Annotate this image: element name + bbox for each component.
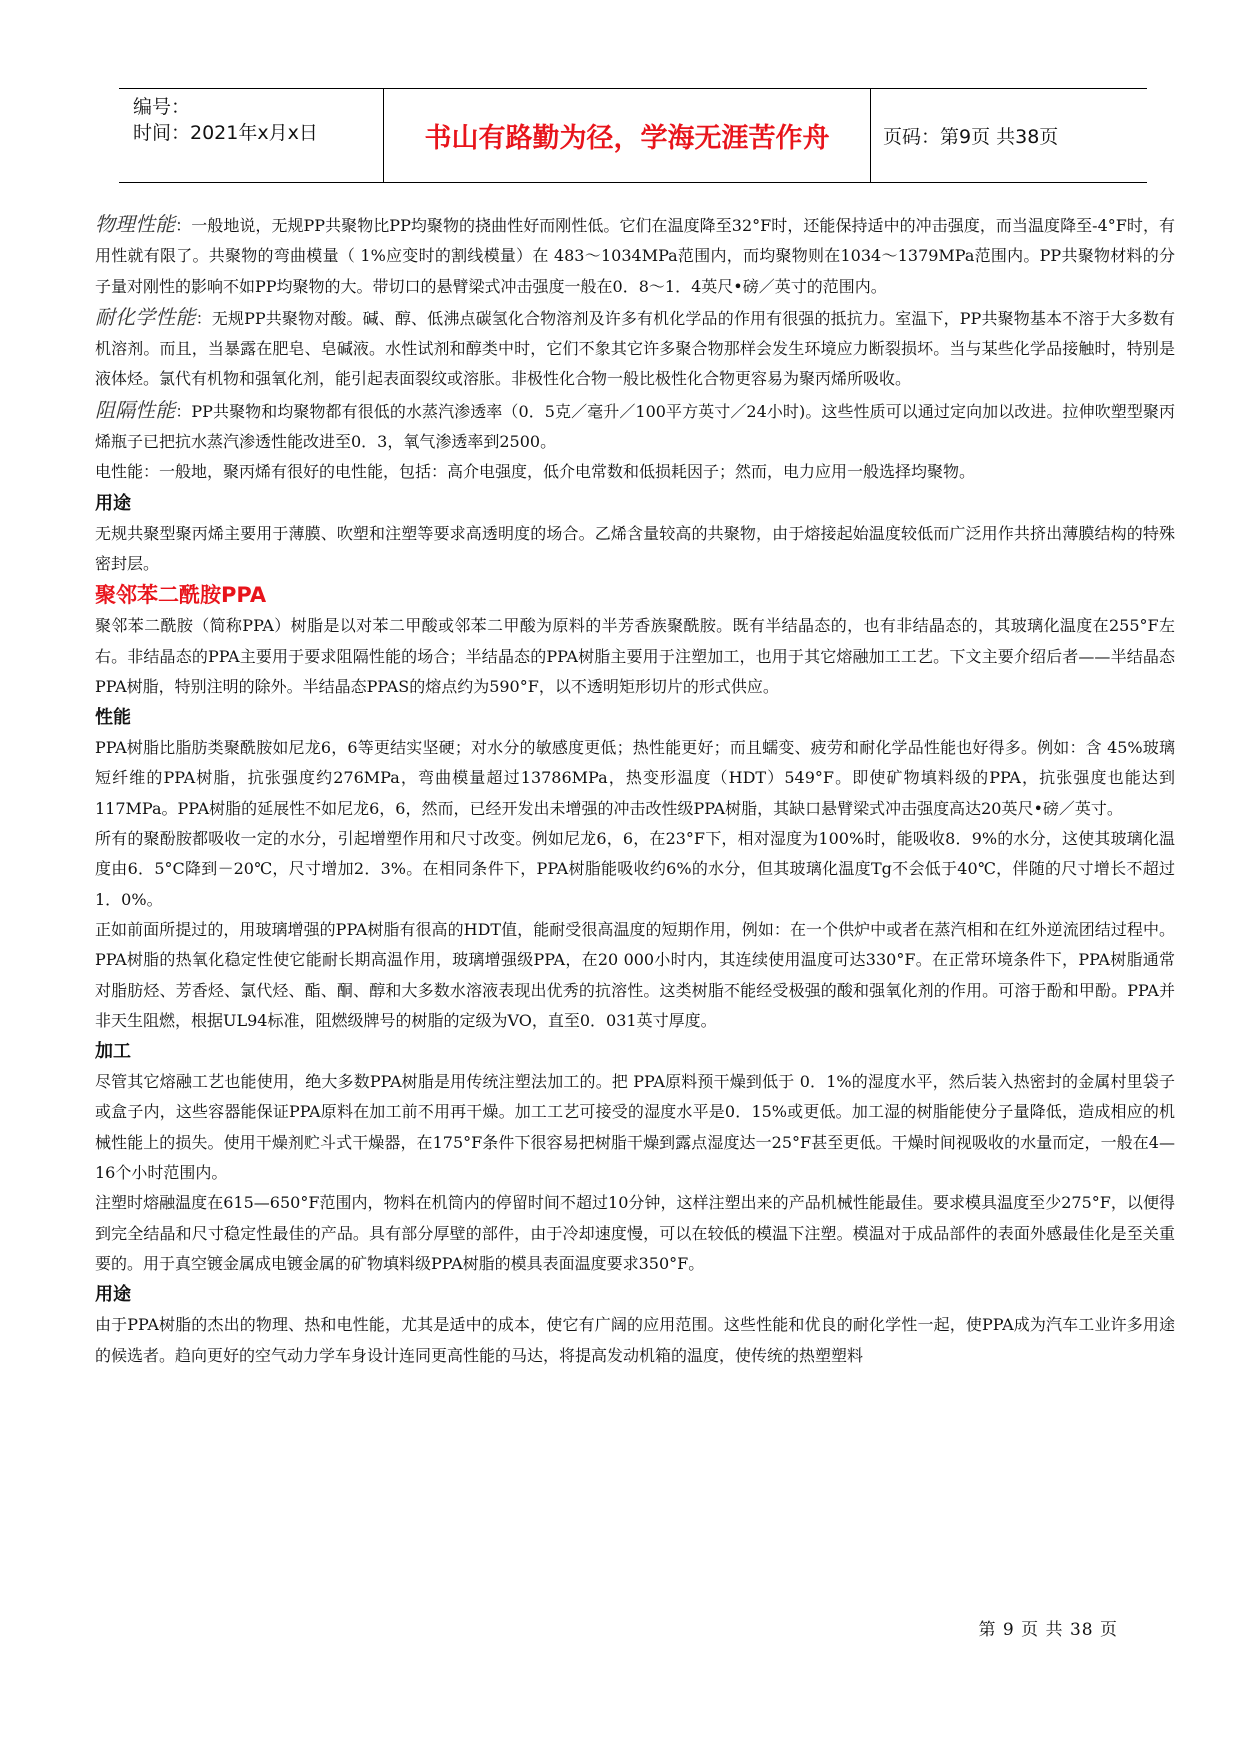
chemical-resistance-lead: 耐化学性能 (95, 304, 196, 329)
uses-heading-1: 用途 (95, 492, 131, 514)
uses-heading-2: 用途 (95, 1284, 131, 1306)
processing-heading: 加工 (95, 1041, 131, 1063)
page-header (119, 88, 1147, 183)
performance-heading: 性能 (95, 707, 131, 729)
uses-paragraph-2: 由于PPA树脂的杰出的物理、热和电性能，尤其是适中的成本，使它有广阔的应用范围。这些性能和优良的耐化学性一起，使PPA成为汽车工业许多用途的候选者。趋向更好的空气动力学车身设计连同更高性能的马达，将提高发动机箱的温度，使传统的热塑塑料 (95, 1315, 1175, 1365)
header-slogan: 书山有路勤为径，学海无涯苦作舟 (383, 89, 871, 182)
chemical-resistance-paragraph (95, 302, 1175, 395)
uses-paragraph-1: 无规共聚型聚丙烯主要用于薄膜、吹塑和注塑等要求高透明度的场合。乙烯含量较高的共聚物，由于熔接起始温度较低而广泛用作共挤出薄膜结构的特殊密封层。 (95, 523, 1175, 573)
electrical-properties-paragraph: 电性能：一般地，聚丙烯有很好的电性能，包括：高介电强度，低介电常数和低损耗因子；然而，电力应用一般选择均聚物。 (95, 462, 976, 482)
performance-paragraph-1: PPA树脂比脂肪类聚酰胺如尼龙6，6等更结实坚硬；对水分的敏感度更低；热性能更好；而且蠕变、疲劳和耐化学品性能也好得多。例如：含 45%玻璃短纤维的PPA树脂，抗张强度约276MPa，弯曲模量超过13786MPa，热变形温度（HDT）549°F。即使矿物填料级的PPA，抗张强度也能达到117MPa。PPA树脂的延展性不如尼龙6，6，然而，已经开发出未增强的冲击改性级PPA树脂，其缺口悬臂梁式冲击强度高达20英尺•磅／英寸。 (95, 738, 1175, 818)
ppa-section-title: 聚邻苯二酰胺PPA (95, 583, 267, 608)
physical-properties-text: ：一般地说，无规PP共聚物比PP均聚物的挠曲性好而刚性低。它们在温度降至32°F时，还能保持适中的冲击强度，而当温度降至-4°F时，有用性就有限了。共聚物的弯曲模量（ 1%应变时的割线模量）在 483～1034MPa范围内，而均聚物则在1034～1379MPa范围内。PP共聚物材料的分子量对刚性的影响不如PP均聚物的大。带切口的悬臂梁式冲击强度一般在0．8～1．4英尺•磅／英寸的范围内。 (95, 216, 1176, 296)
processing-paragraph-2: 注塑时熔融温度在615—650°F范围内，物料在机筒内的停留时间不超过10分钟，这样注塑出来的产品机械性能最佳。要求模具温度至少275°F，以便得到完全结晶和尺寸稳定性最佳的产品。具有部分厚壁的部件，由于冷却速度慢，可以在较低的模温下注塑。模温对于成品部件的表面外感最佳化是至关重要的。用于真空镀金属成电镀金属的矿物填料级PPA树脂的模具表面温度要求350°F。 (95, 1193, 1175, 1273)
doc-date: 时间：2021年x月x日 (133, 122, 318, 144)
physical-properties-paragraph (95, 209, 1175, 302)
header-page-number: 页码：第9页 共38页 (883, 126, 1059, 148)
header-meta (119, 89, 383, 182)
document-body (95, 209, 1175, 1371)
physical-properties-lead: 物理性能 (95, 212, 176, 236)
barrier-properties-text: ：PP共聚物和均聚物都有很低的水蒸汽渗透率（0．5克／毫升／100平方英寸／24小时)。这些性质可以通过定向加以改进。拉伸吹塑型聚丙烯瓶子已把抗水蒸汽渗透性能改进至0．3，氧气渗透率到2500。 (95, 401, 1175, 452)
barrier-properties-paragraph (95, 395, 1175, 458)
ppa-intro-paragraph: 聚邻苯二酰胺（简称PPA）树脂是以对苯二甲酸或邻苯二甲酸为原料的半芳香族聚酰胺。既有半结晶态的，也有非结晶态的，其玻璃化温度在255°F左右。非结晶态的PPA主要用于要求阻隔性能的场合；半结晶态的PPA树脂主要用于注塑加工，也用于其它熔融加工工艺。下文主要介绍后者——半结晶态PPA树脂，特别注明的除外。半结晶态PPAS的熔点约为590°F，以不透明矩形切片的形式供应。 (95, 616, 1175, 696)
doc-number-label: 编号： (133, 96, 191, 118)
performance-paragraph-3: 正如前面所提过的，用玻璃增强的PPA树脂有很高的HDT值，能耐受很高温度的短期作用，例如：在一个供炉中或者在蒸汽相和在红外逆流团结过程中。PPA树脂的热氧化稳定性使它能耐长期高温作用，玻璃增强级PPA，在20 000小时内，其连续使用温度可达330°F。在正常环境条件下，PPA树脂通常对脂肪烃、芳香烃、氯代烃、酯、酮、醇和大多数水溶液表现出优秀的抗溶性。这类树脂不能经受极强的酸和强氧化剂的作用。可溶于酚和甲酚。PPA并非天生阻燃，根据UL94标准，阻燃级牌号的树脂的定级为VO，直至0．031英寸厚度。 (95, 919, 1175, 1030)
barrier-properties-lead: 阻隔性能 (95, 397, 176, 422)
page-footer: 第 9 页 共 38 页 (978, 1620, 1118, 1640)
chemical-resistance-text: ：无规PP共聚物对酸。碱、醇、低沸点碳氢化合物溶剂及许多有机化学品的作用有很强的抵抗力。室温下，PP共聚物基本不溶于大多数有机溶剂。而且，当暴露在肥皂、皂碱液。水性试剂和醇类中时，它们不象其它许多聚合物那样会发生环境应力断裂损坏。当与某些化学品接触时，特别是液体烃。氯代有机物和强氧化剂，能引起表面裂纹或溶胀。非极性化合物一般比极性化合物更容易为聚丙烯所吸收。 (95, 308, 1175, 389)
performance-paragraph-2: 所有的聚酚胺都吸收一定的水分，引起增塑作用和尺寸改变。例如尼龙6，6，在23°F下，相对湿度为100%时，能吸收8．9%的水分，这使其玻璃化温度由6．5°C降到－20℃，尺寸增加2．3%。在相同条件下，PPA树脂能吸收约6%的水分，但其玻璃化温度Tg不会低于40℃，伴随的尺寸增长不超过 1．0%。 (95, 829, 1175, 909)
processing-paragraph-1: 尽管其它熔融工艺也能使用，绝大多数PPA树脂是用传统注塑法加工的。把 PPA原料预干燥到低于 0．1%的湿度水平，然后装入热密封的金属村里袋子或盒子内，这些容器能保证PPA原料在加工前不用再干燥。加工工艺可接受的湿度水平是0．15%或更低。加工湿的树脂能使分子量降低，造成相应的机械性能上的损失。使用干燥剂贮斗式干燥器，在175°F条件下很容易把树脂干燥到露点湿度达一25°F甚至更低。干燥时间视吸收的水量而定，一般在4—16个小时范围内。 (95, 1072, 1175, 1183)
